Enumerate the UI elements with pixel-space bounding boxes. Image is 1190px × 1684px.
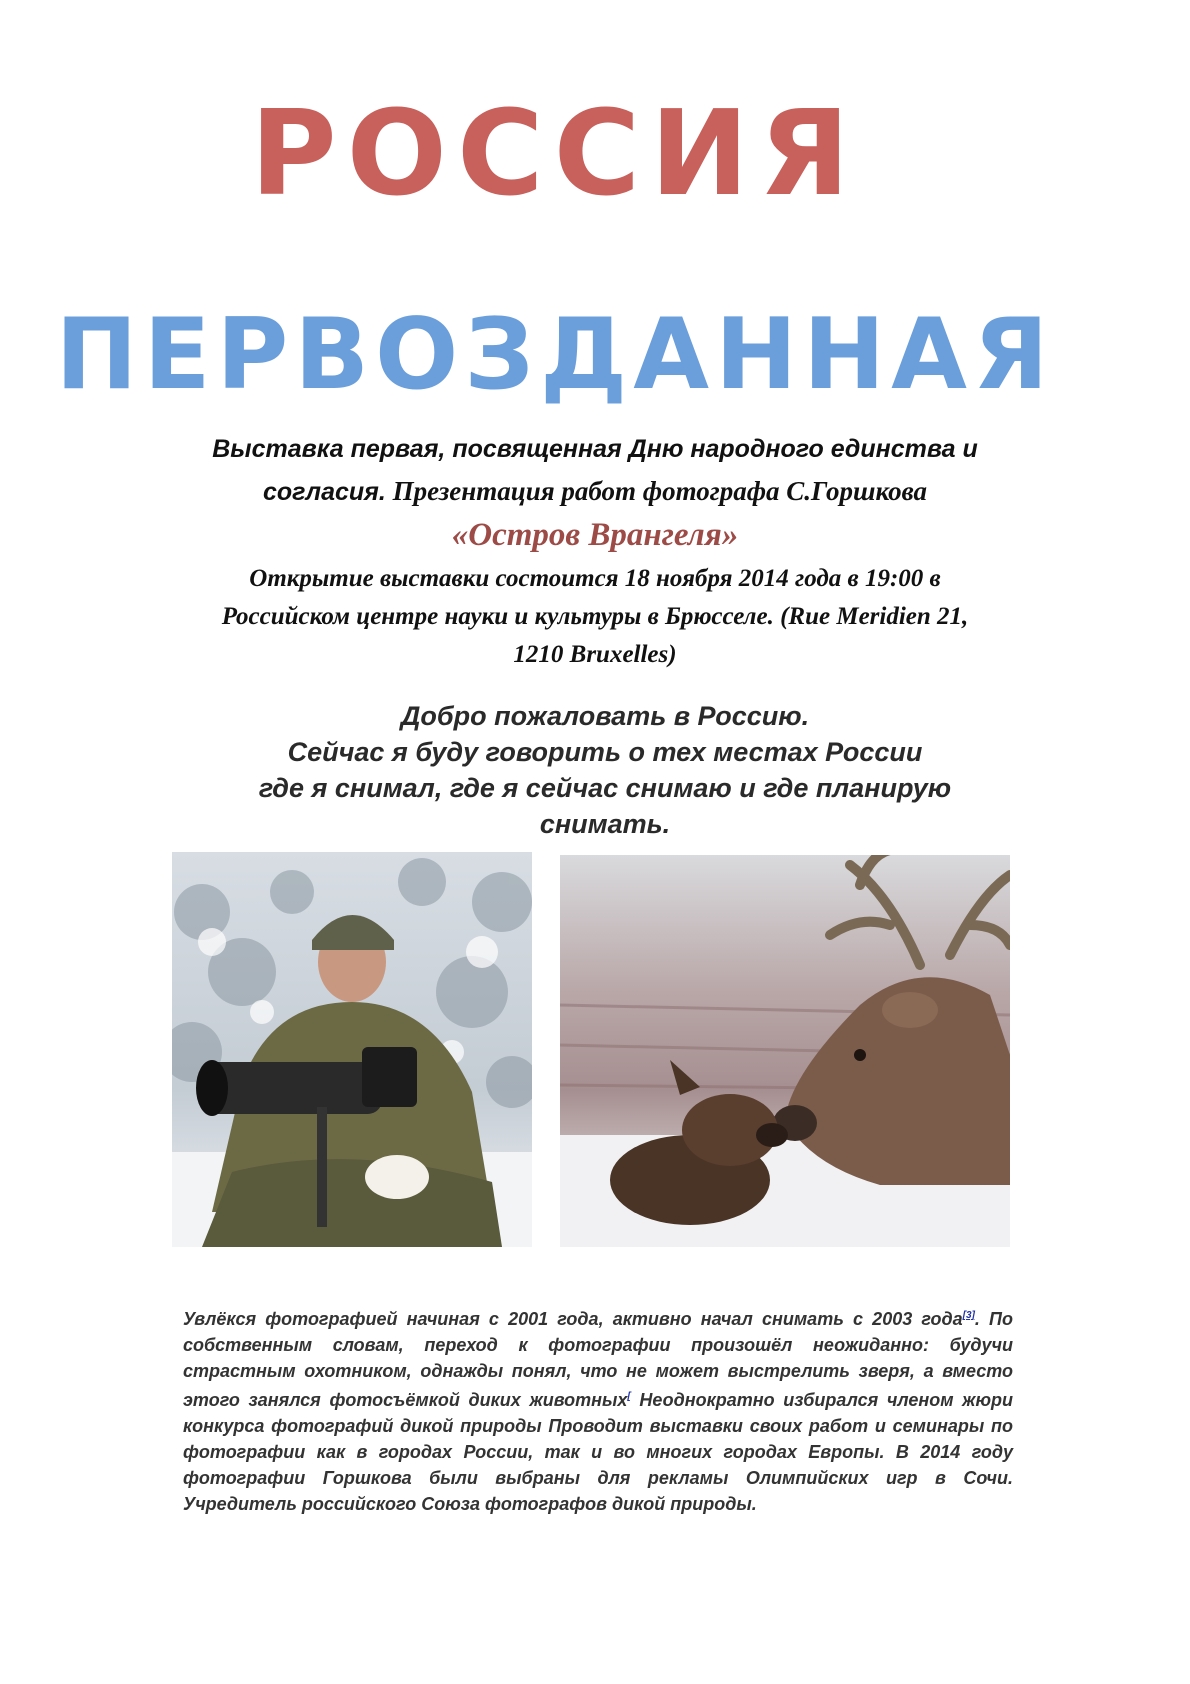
intro-line-2b: Презентация работ фотографа С.Горшкова: [385, 476, 927, 506]
bio-reference-cut[interactable]: [: [627, 1391, 631, 1402]
greeting-line-4: снимать.: [539, 809, 671, 839]
opening-line-1: Открытие выставки состоится 18 ноября 2014 года в 19:00 в: [249, 565, 941, 592]
exhibition-title: «Остров Врангеля»: [451, 517, 739, 553]
opening-info: [0, 560, 1190, 674]
title-pristine: ПЕРВОЗДАННАЯ: [55, 298, 1055, 412]
greeting-line-2: Сейчас я буду говорить о тех местах России: [287, 737, 923, 767]
greeting-line-1: Добро пожаловать в Россию.: [400, 701, 810, 731]
bio-reference-3[interactable]: [3]: [962, 1310, 975, 1321]
exhibition-intro: [0, 428, 1190, 513]
title-russia: РОССИЯ: [250, 84, 860, 222]
photographer-photo: [172, 852, 532, 1247]
opening-line-2: Российском центре науки и культуры в Брюсселе. (Rue Meridien 21,: [221, 603, 969, 630]
bio-part-3: Неоднократно избирался членом жюри конкурса фотографий дикой природы Проводит выставки своих работ и семинары по фотографии как в городах России, так и во многих городах Европы. В 2014 году фотографии Горшкова были выбраны для рекламы Олимпийских игр в Сочи. Учредитель российского Союза фотографов дикой природы.: [183, 1390, 1013, 1514]
intro-line-2a: согласия.: [263, 478, 386, 506]
photographer-bio: [183, 1303, 1013, 1517]
greeting-line-3: где я снимал, где я сейчас снимаю и где планирую: [258, 773, 952, 803]
opening-line-3: 1210 Bruxelles): [513, 641, 677, 668]
intro-line-2: [0, 470, 1190, 513]
intro-line-1: Выставка первая, посвященная Дню народного единства и: [212, 435, 978, 463]
reindeer-photo: [560, 855, 1010, 1247]
bio-part-2: . По собственным словам, переход к фотографии произошёл неожиданно: будучи страстным охотником, однажды понял, что не может выстрелить зверя, а вместо этого занялся фотосъёмкой диких животных: [183, 1309, 1013, 1410]
greeting: [10, 698, 1190, 842]
bio-part-1: Увлёкся фотографией начиная с 2001 года, активно начал снимать с 2003 года: [183, 1309, 963, 1329]
